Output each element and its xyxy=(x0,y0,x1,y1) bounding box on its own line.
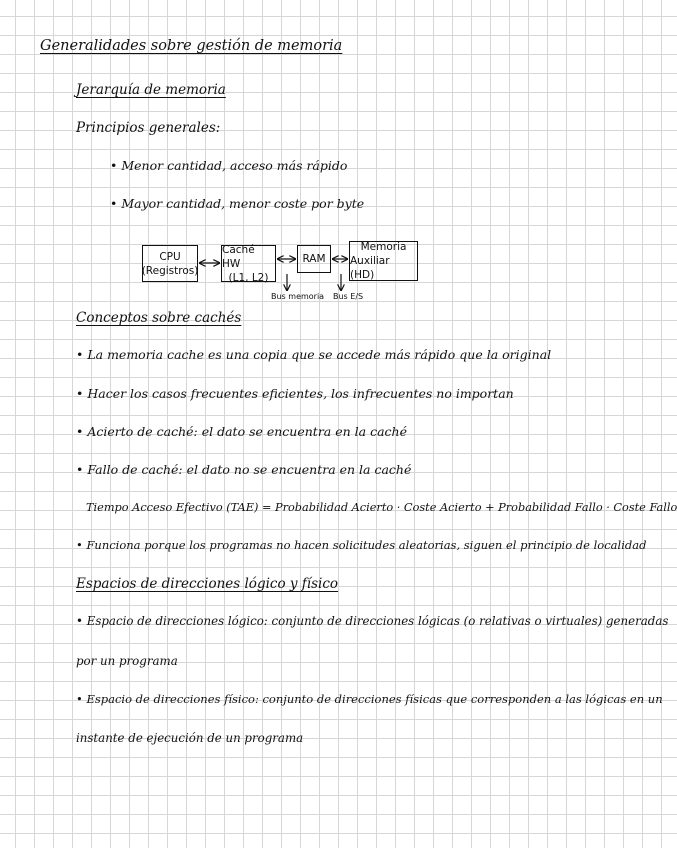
bus-es-label: Bus E/S xyxy=(333,292,364,301)
espacio-logico-line1: • Espacio de direcciones lógico: conjunto de direcciones lógicas (o relativas o virtuales) generadas xyxy=(76,614,669,628)
ram-label: RAM xyxy=(302,253,326,265)
cache-label: Caché HW xyxy=(222,243,255,270)
aux-label: Memoria xyxy=(360,241,407,253)
concepto-bullet-4: • Fallo de caché: el dato no se encuentra en la caché xyxy=(76,462,412,477)
bus-memoria-label: Bus memoria xyxy=(271,292,325,301)
section-heading-espacios: Espacios de direcciones lógico y físico xyxy=(76,576,339,592)
concepto-bullet-3: • Acierto de caché: el dato se encuentra en la caché xyxy=(76,424,407,439)
principio-bullet-2: • Mayor cantidad, menor coste por byte xyxy=(110,196,365,211)
espacio-fisico-line2: instante de ejecución de un programa xyxy=(76,731,304,745)
concepto-bullet-1: • La memoria cache es una copia que se accede más rápido que la original xyxy=(76,347,552,362)
espacio-fisico-line1: • Espacio de direcciones físico: conjunto de direcciones físicas que corresponden a las lógicas en un xyxy=(76,692,663,706)
principio-bullet-1: • Menor cantidad, acceso más rápido xyxy=(110,158,348,173)
espacio-logico-line2: por un programa xyxy=(76,654,178,668)
aux-sublabel: Auxiliar (HD) xyxy=(350,255,390,281)
concepto-bullet-2: • Hacer los casos frecuentes eficientes, los infrecuentes no importan xyxy=(76,386,514,401)
cpu-sublabel: (Registros) xyxy=(141,264,199,277)
cpu-label: CPU xyxy=(159,250,181,263)
principios-label: Principios generales: xyxy=(76,120,221,136)
tae-formula: Tiempo Acceso Efectivo (TAE) = Probabilidad Acierto · Coste Acierto + Probabilidad Fallo · Coste Fallo xyxy=(86,501,677,514)
section-heading-jerarquia: Jerarquía de memoria xyxy=(76,82,226,98)
page-title: Generalidades sobre gestión de memoria xyxy=(40,38,343,54)
cache-sublabel: (L1, L2) xyxy=(228,271,269,284)
concepto-bullet-localidad: • Funciona porque los programas no hacen solicitudes aleatorias, siguen el principio de localidad xyxy=(76,538,647,552)
section-heading-conceptos: Conceptos sobre cachés xyxy=(76,310,242,326)
